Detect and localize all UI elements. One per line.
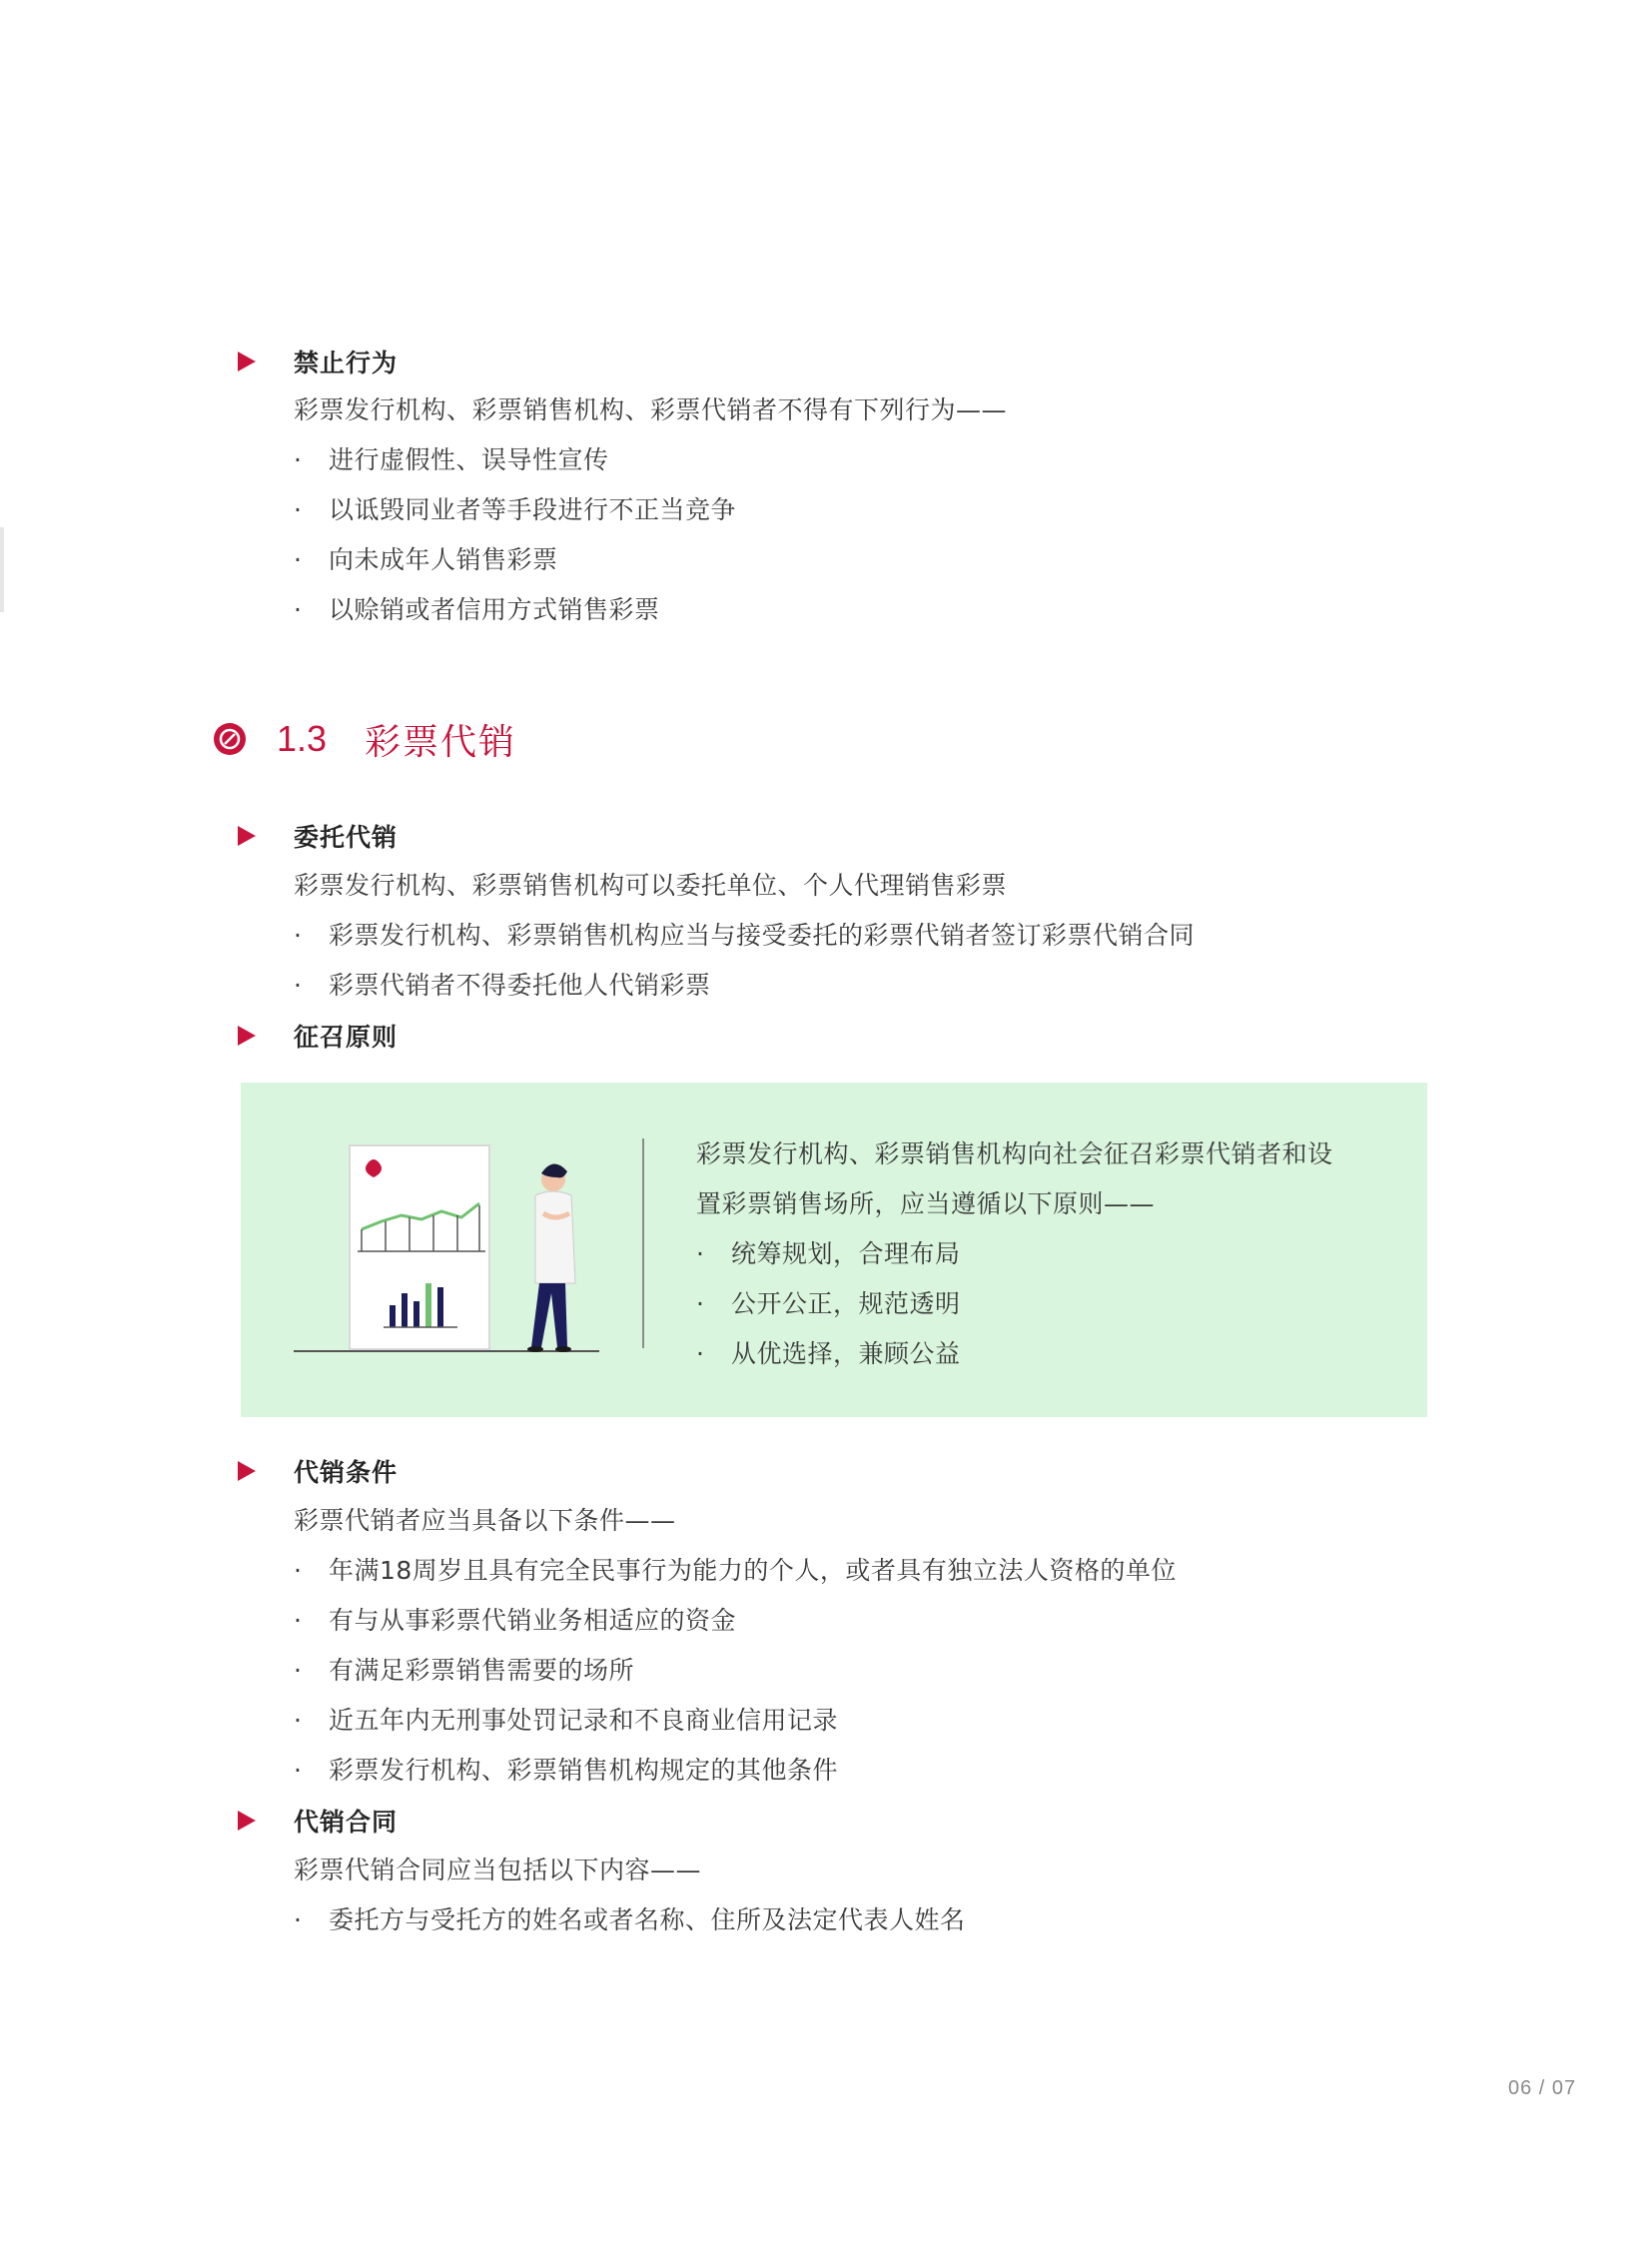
list-item: · 彩票代销者不得委托他人代销彩票: [294, 971, 711, 1000]
prohibited-intro: 彩票发行机构、彩票销售机构、彩票代销者不得有下列行为——: [294, 395, 1008, 424]
heading-contract: [238, 1796, 398, 1846]
list-item: · 年满18周岁且具有完全民事行为能力的个人，或者具有独立法人资格的单位: [294, 1556, 1177, 1585]
triangle-right-icon: [238, 1461, 256, 1481]
triangle-right-icon: [238, 1811, 256, 1831]
triangle-right-icon: [238, 352, 256, 372]
heading-recruit-text: 征召原则: [294, 1023, 399, 1052]
list-item: · 近五年内无刑事处罚记录和不良商业信用记录: [294, 1706, 839, 1735]
list-item: · 从优选择，兼顾公益: [696, 1339, 961, 1368]
panel-divider: [642, 1138, 644, 1348]
section-title: [213, 709, 516, 769]
list-item: · 彩票发行机构、彩票销售机构规定的其他条件: [294, 1756, 839, 1785]
badge-icon: [213, 722, 247, 756]
list-item: · 向未成年人销售彩票: [294, 545, 558, 574]
heading-conditions: [238, 1446, 398, 1496]
conditions-intro: 彩票代销者应当具备以下条件——: [294, 1506, 676, 1535]
heading-prohibited: [238, 337, 398, 386]
list-item: · 统筹规划，合理布局: [696, 1239, 961, 1268]
triangle-right-icon: [238, 1026, 256, 1046]
heading-entrust: [238, 811, 398, 861]
heading-prohibited-text: 禁止行为: [294, 349, 399, 377]
list-item: · 以赊销或者信用方式销售彩票: [294, 595, 660, 624]
heading-contract-text: 代销合同: [294, 1808, 399, 1837]
triangle-right-icon: [238, 826, 256, 846]
section-number: 1.3: [277, 718, 328, 759]
list-item: · 彩票发行机构、彩票销售机构应当与接受委托的彩票代销者签订彩票代销合同: [294, 921, 1196, 950]
list-item: · 有与从事彩票代销业务相适应的资金: [294, 1606, 737, 1635]
list-item: · 委托方与受托方的姓名或者名称、住所及法定代表人姓名: [294, 1905, 966, 1934]
recruit-intro-line-1: 彩票发行机构、彩票销售机构向社会征召彩票代销者和设: [696, 1139, 1333, 1168]
list-item: · 有满足彩票销售需要的场所: [294, 1656, 635, 1685]
heading-recruit: [238, 1011, 398, 1061]
page-number: 06 / 07: [1508, 2077, 1577, 2099]
heading-conditions-text: 代销条件: [294, 1458, 399, 1487]
entrust-intro: 彩票发行机构、彩票销售机构可以委托单位、个人代理销售彩票: [294, 871, 1008, 900]
section-label: 彩票代销: [365, 721, 517, 763]
contract-intro: 彩票代销合同应当包括以下内容——: [294, 1856, 702, 1884]
list-item: · 以诋毁同业者等手段进行不正当竞争: [294, 495, 737, 524]
edge-mark: [0, 527, 4, 612]
list-item: · 公开公正，规范透明: [696, 1289, 961, 1318]
recruit-intro-line-2: 置彩票销售场所，应当遵循以下原则——: [696, 1189, 1156, 1218]
heading-entrust-text: 委托代销: [294, 823, 399, 852]
analyst-illustration: [290, 1133, 609, 1363]
list-item: · 进行虚假性、误导性宣传: [294, 445, 609, 474]
